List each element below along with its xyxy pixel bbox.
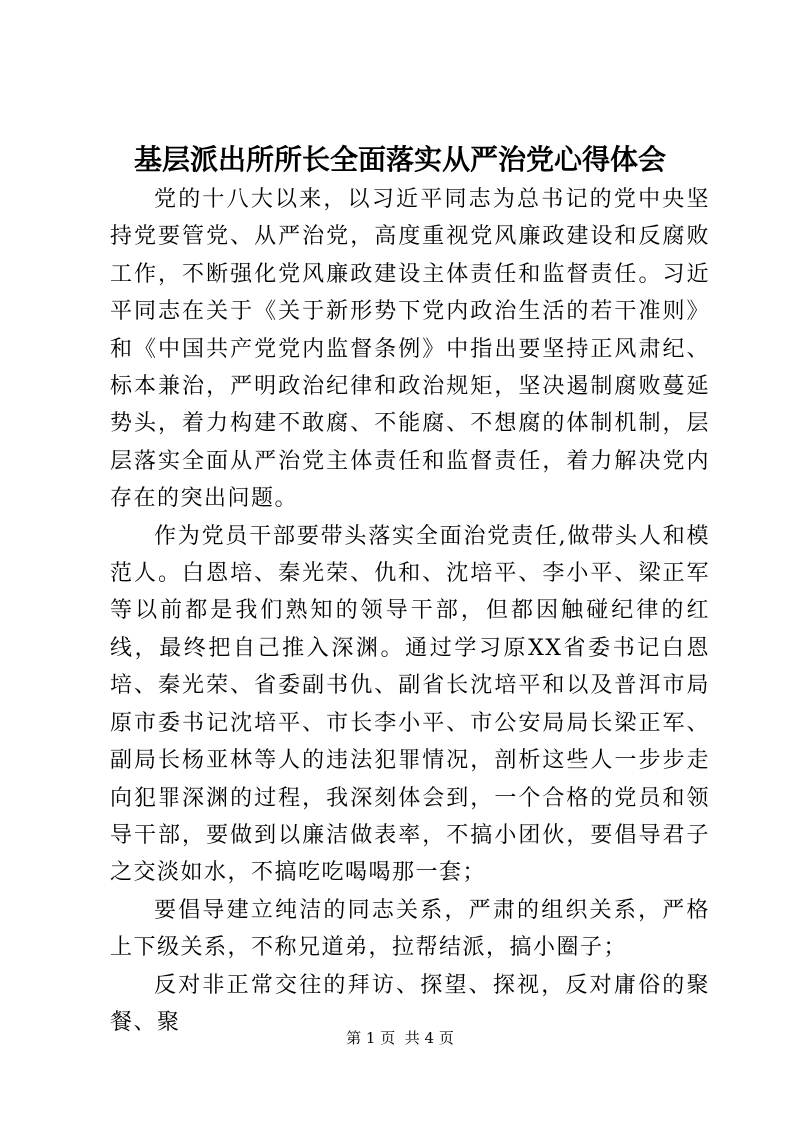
paragraph-1: 党的十八大以来，以习近平同志为总书记的党中央坚持党要管党、从严治党，高度重视党风廉政建设和反腐败工作，不断强化党风廉政建设主体责任和监督责任。习近平同志在关于《关于新形势下党内政治生活的若干准则》和《中国共产党党内监督条例》中指出要坚持正风肃纪、标本兼治，严明政治纪律和政治规矩，坚决遏制腐败蔓延势头，着力构建不敢腐、不能腐、不想腐的体制机制，层层落实全面从严治党主体责任和监督责任，着力解决党内存在的突出问题。 xyxy=(110,187,710,512)
paragraph-4: 反对非正常交往的拜访、探望、探视，反对庸俗的聚餐、聚 xyxy=(110,972,710,1035)
paragraph-2: 作为党员干部要带头落实全面治党责任,做带头人和模范人。白恩培、秦光荣、仇和、沈培平、李小平、梁正军等以前都是我们熟知的领导干部，但都因触碰纪律的红线，最终把自己推入深渊。通过学习原XX省委书记白恩培、秦光荣、省委副书仇、副省长沈培平和以及普洱市局原市委书记沈培平、市长李小平、市公安局局长梁正军、副局长杨亚林等人的违法犯罪情况，剖析这些人一步步走向犯罪深渊的过程，我深刻体会到，一个合格的党员和领导干部，要做到以廉洁做表率，不搞小团伙，要倡导君子之交淡如水，不搞吃吃喝喝那一套； xyxy=(110,523,710,886)
paragraph-3: 要倡导建立纯洁的同志关系，严肃的组织关系，严格上下级关系，不称兄道弟，拉帮结派，搞小圈子； xyxy=(110,897,710,961)
page-number-footer: 第 1 页 共 4 页 xyxy=(346,1029,454,1047)
document-body xyxy=(110,181,710,1041)
document-title: 基层派出所所长全面落实从严治党心得体会 xyxy=(133,143,666,176)
